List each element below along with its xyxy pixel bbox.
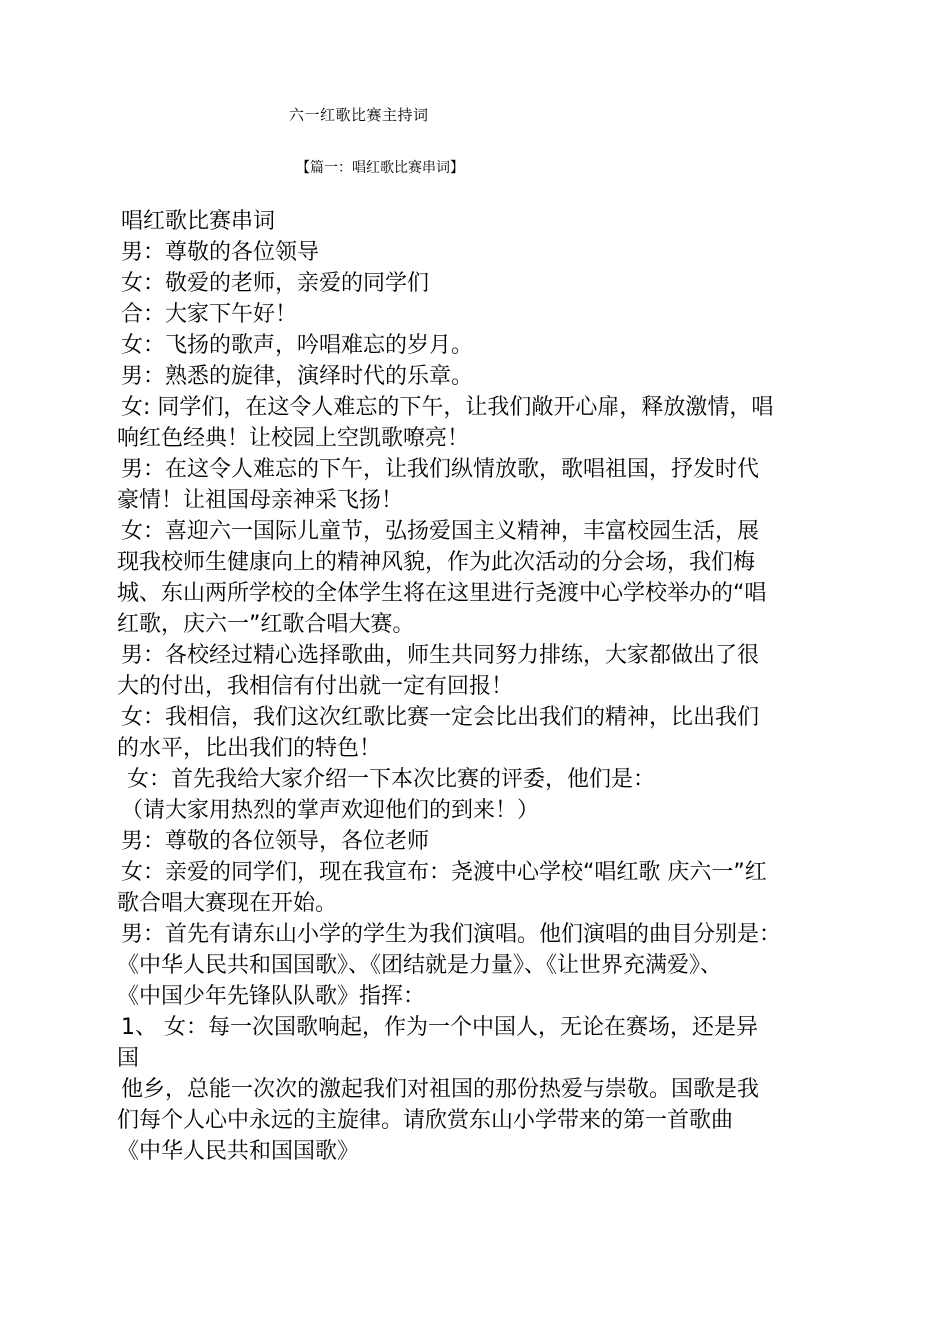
text-line: 响红色经典！让校园上空凯歌嘹亮！ xyxy=(117,426,470,451)
text-line: 现我校师生健康向上的精神风貌，作为此次活动的分会场，我们梅 xyxy=(117,550,756,575)
text-line: 歌合唱大赛现在开始。 xyxy=(117,891,338,916)
text-line: 《中华人民共和国国歌》、《团结就是力量》、《让世界充满爱》、 xyxy=(117,953,723,978)
text-line: 女：我相信，我们这次红歌比赛一定会比出我们的精神，比出我们 xyxy=(121,705,760,730)
text-line: （请大家用热烈的掌声欢迎他们的到来！） xyxy=(121,798,540,823)
text-line: 唱红歌比赛串词 xyxy=(121,209,276,234)
text-line: 男：各校经过精心选择歌曲，师生共同努力排练，大家都做出了很 xyxy=(121,643,760,668)
text-line: 他乡，总能一次次的激起我们对祖国的那份热爱与崇敬。国歌是我 xyxy=(121,1077,760,1102)
text-line: 们每个人心中永远的主旋律。请欣赏东山小学带来的第一首歌曲 xyxy=(117,1108,734,1133)
text-line: 男：首先有请东山小学的学生为我们演唱。他们演唱的曲目分别是： xyxy=(121,922,782,947)
text-line: 国 xyxy=(117,1046,140,1071)
text-line: 女：飞扬的歌声，吟唱难忘的岁月。 xyxy=(121,333,474,358)
text-line: 城、东山两所学校的全体学生将在这里进行尧渡中心学校举办的“唱 xyxy=(117,581,767,606)
document-body xyxy=(117,206,841,1167)
text-line: 的水平，比出我们的特色！ xyxy=(117,736,382,761)
text-line: 男：熟悉的旋律，演绎时代的乐章。 xyxy=(121,364,474,389)
text-line: 《中国少年先锋队队歌》指挥： xyxy=(117,984,426,1009)
text-line: 1、 女：每一次国歌响起，作为一个中国人，无论在赛场，还是异 xyxy=(121,1015,758,1040)
text-line: 《中华人民共和国国歌》 xyxy=(117,1139,360,1164)
document-title: 六一红歌比赛主持词 xyxy=(289,106,429,124)
text-line: 女: 同学们，在这令人难忘的下午，让我们敞开心扉，释放激情，唱 xyxy=(121,395,774,420)
text-line: 豪情！让祖国母亲神采飞扬！ xyxy=(117,488,404,513)
text-line: 女：亲爱的同学们，现在我宣布：尧渡中心学校“唱红歌 庆六一”红 xyxy=(121,860,767,885)
text-line: 男：尊敬的各位领导 xyxy=(121,240,320,265)
text-line: 女：喜迎六一国际儿童节，弘扬爱国主义精神，丰富校园生活，展 xyxy=(121,519,760,544)
section-title: 【篇一：唱红歌比赛串词】 xyxy=(296,160,464,176)
text-line: 女：敬爱的老师，亲爱的同学们 xyxy=(121,271,430,296)
text-line: 女：首先我给大家介绍一下本次比赛的评委，他们是： xyxy=(127,767,656,792)
text-line: 红歌，庆六一”红歌合唱大赛。 xyxy=(117,612,415,637)
text-line: 大的付出，我相信有付出就一定有回报！ xyxy=(117,674,514,699)
text-line: 男：在这令人难忘的下午，让我们纵情放歌，歌唱祖国，抒发时代 xyxy=(121,457,760,482)
text-line: 男：尊敬的各位领导，各位老师 xyxy=(121,829,430,854)
text-line: 合：大家下午好！ xyxy=(121,302,298,327)
